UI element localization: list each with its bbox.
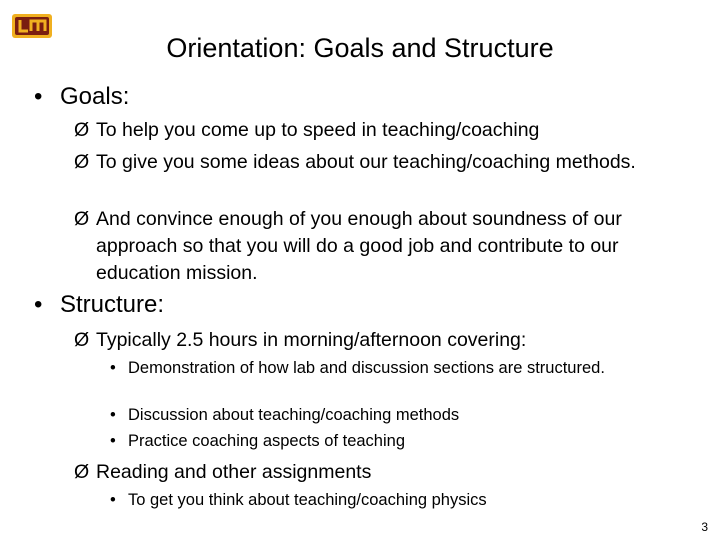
structure-item: Typically 2.5 hours in morning/afternoon covering:	[96, 329, 527, 351]
goals-heading: Goals:	[60, 83, 130, 110]
goal-item: To help you come up to speed in teaching/coaching	[96, 119, 540, 141]
slide-title: Orientation: Goals and Structure	[166, 33, 554, 63]
arrow-bullet-icon: Ø	[74, 461, 90, 483]
structure-subitem: Demonstration of how lab and discussion sections are structured.	[128, 359, 605, 377]
bullet-icon: •	[34, 291, 43, 318]
goals-bullet	[34, 82, 42, 112]
bullet-icon: •	[34, 83, 43, 110]
structure-subitem: Discussion about teaching/coaching methods	[128, 406, 460, 424]
structure-item: Reading and other assignments	[96, 461, 372, 483]
arrow-bullet-icon: Ø	[74, 119, 90, 141]
bullet-icon: •	[110, 432, 116, 450]
bullet-icon: •	[110, 359, 116, 377]
arrow-bullet-icon: Ø	[74, 329, 90, 351]
arrow-bullet-icon: Ø	[74, 151, 90, 173]
structure-bullet	[34, 290, 42, 320]
arrow-bullet-icon: Ø	[74, 208, 90, 230]
structure-subitem: Practice coaching aspects of teaching	[128, 432, 405, 450]
page-number: 3	[701, 520, 708, 534]
bullet-icon: •	[110, 491, 116, 509]
bullet-icon: •	[110, 406, 116, 424]
structure-subitem: To get you think about teaching/coaching physics	[128, 491, 487, 509]
goal-item: And convince enough of you enough about soundness of our approach so that you will do a good job and contribute to our education mission.	[96, 208, 622, 284]
structure-heading: Structure:	[60, 291, 165, 318]
goal-item: To give you some ideas about our teaching/coaching methods.	[96, 151, 636, 173]
